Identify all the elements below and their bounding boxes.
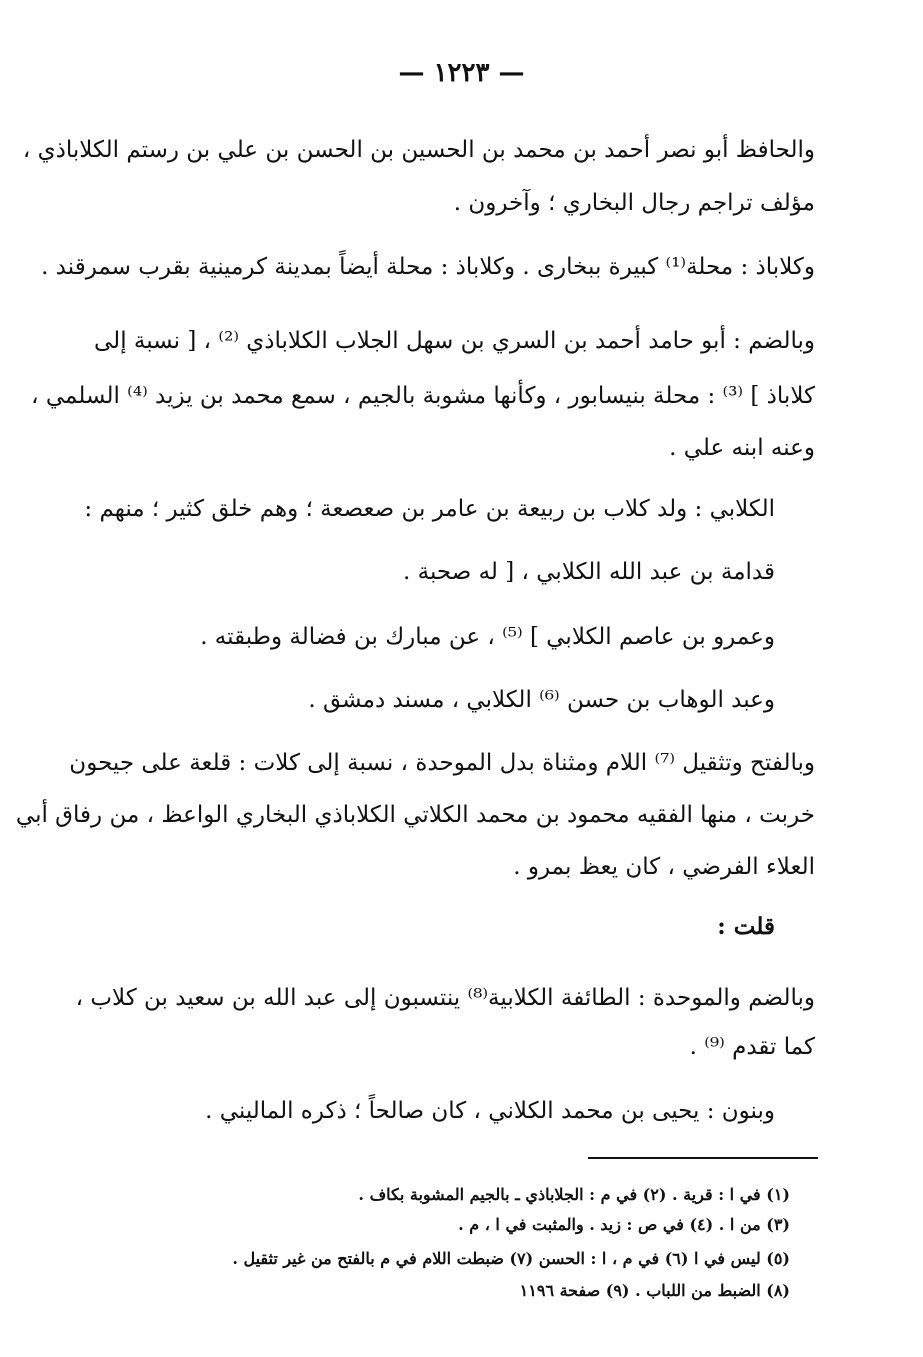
footnote-divider xyxy=(588,1157,818,1159)
text-line: قلت : xyxy=(717,913,775,940)
page-number: — ١٢٢٣ — xyxy=(398,58,525,88)
text-line: قدامة بن عبد الله الكلابي ، [ له صحبة . xyxy=(403,559,775,585)
text-line: وبالفتح وتثقيل ⁽⁷⁾ اللام ومثناة بدل الموحدة ، نسبة إلى كلات : قلعة على جيحون xyxy=(69,750,815,776)
footnote-line: (٣) من ا . (٤) في ص : زيد . والمثبت في ا ، م . xyxy=(458,1215,790,1234)
text-line: العلاء الفرضي ، كان يعظ بمرو . xyxy=(513,854,815,880)
text-line: وكلاباذ : محلة⁽¹⁾ كبيرة ببخارى . وكلاباذ : محلة أيضاً بمدينة كرمينية بقرب سمرقند . xyxy=(41,254,815,280)
text-line: وبالضم والموحدة : الطائفة الكلابية⁽⁸⁾ ينتسبون إلى عبد الله بن سعيد بن كلاب ، xyxy=(75,985,815,1011)
text-line: وعبد الوهاب بن حسن ⁽⁶⁾ الكلابي ، مسند دمشق . xyxy=(308,687,775,713)
text-line: مؤلف تراجم رجال البخاري ؛ وآخرون . xyxy=(453,190,815,216)
text-line: كما تقدم ⁽⁹⁾ . xyxy=(689,1034,815,1060)
text-line: كلاباذ ] ⁽³⁾ : محلة بنيسابور ، وكأنها مشوبة بالجيم ، سمع محمد بن يزيد ⁽⁴⁾ السلمي ، xyxy=(31,383,815,409)
footnote-line: (٥) ليس في ا (٦) في م ، ا : الحسن (٧) ضبطت اللام في م بالفتح من غير تثقيل . xyxy=(232,1249,790,1268)
text-line: وعنه ابنه علي . xyxy=(669,435,815,461)
text-line: وبنون : يحيى بن محمد الكلاني ، كان صالحاً ؛ ذكره الماليني . xyxy=(205,1098,775,1124)
text-line: الكلابي : ولد كلاب بن ربيعة بن عامر بن صعصعة ؛ وهم خلق كثير ؛ منهم : xyxy=(84,496,775,522)
text-line: وبالضم : أبو حامد أحمد بن السري بن سهل الجلاب الكلاباذي ⁽²⁾ ، [ نسبة إلى xyxy=(94,328,815,354)
text-line: وعمرو بن عاصم الكلابي ] ⁽⁵⁾ ، عن مبارك بن فضالة وطبقته . xyxy=(200,624,775,650)
footnote-line: (١) في ا : قرية . (٢) في م : الجلاباذي ـ بالجيم المشوبة بكاف . xyxy=(358,1185,790,1204)
footnote-line: (٨) الضبط من اللباب . (٩) صفحة ١١٩٦ xyxy=(519,1281,790,1300)
text-line: والحافظ أبو نصر أحمد بن محمد بن الحسين بن الحسن بن علي بن رستم الكلاباذي ، xyxy=(22,137,815,163)
text-line: خربت ، منها الفقيه محمود بن محمد الكلاتي الكلاباذي البخاري الواعظ ، من رفاق أبي xyxy=(15,802,815,828)
